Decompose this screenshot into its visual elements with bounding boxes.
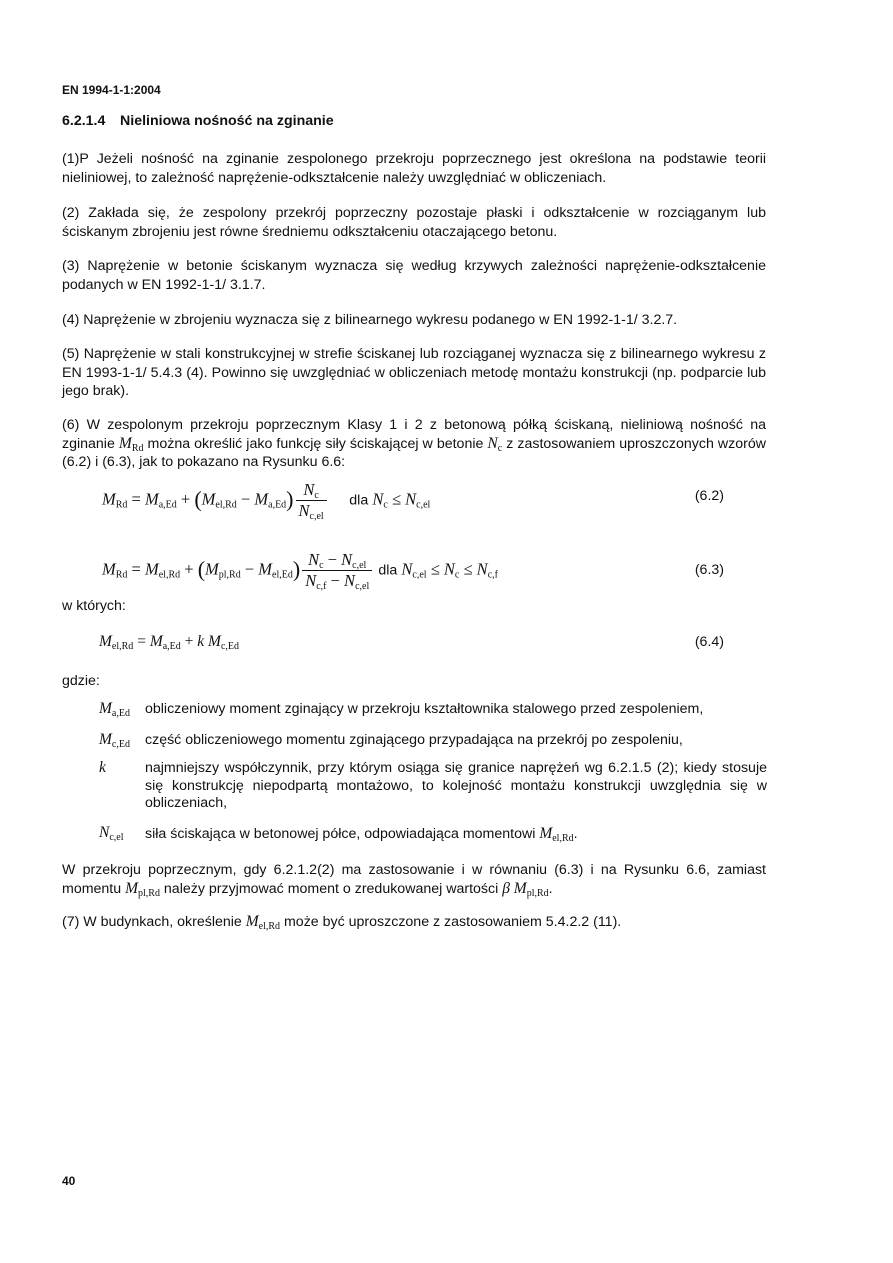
definition-symbol-m-a-ed: $M_{a,Ed}$ [99,700,130,719]
paragraph-2: (2) Zakłada się, że zespolony przekrój poprzeczny pozostaje płaski i odkształcenie w rozciąganym lub ściskanym zbrojeniu jest równe średniemu odkształceniu otaczającego betonu. [62,205,766,240]
definition-symbol-m-c-ed: $M_{c,Ed}$ [99,731,130,750]
symbol-beta-m-pl-rd: β $M_{pl,Rd}$ [502,879,549,899]
paragraph-6-text-a: (6) W zespolonym przekroju poprzecznym Klasy 1 i 2 z betonową półką ściskaną, nieliniową nośność na zginanie [62,417,766,452]
paragraph-6 [62,416,766,472]
equation-6-3: $M_{Rd} = M_{el,Rd} + (M_{pl,Rd} - M_{el,Ed})$ $\frac{N_c - N_{c,el}}{N_{c,f} - N_{c,el}}$ dla $N_{c,el} \le N_c \le N_{c,f}$ [102,550,498,592]
paragraph-7-text-a: (7) W budynkach, określenie [62,914,246,930]
equation-6-2: $M_{Rd} = M_{a,Ed} + (M_{el,Rd} - M_{a,Ed})$ $\frac{N_c}{N_{c,el}}$ dla $N_c \le N_{c,el}$ [102,480,431,522]
equation-6-4: $M_{el,Rd} = M_{a,Ed} + k$ $M_{c,Ed}$ [99,633,240,652]
paragraph-3: (3) Naprężenie w betonie ściskanym wyznacza się według krzywych zależności naprężenie-odkształcenie podanych w EN 1992-1-1/ 3.1.7. [62,258,766,293]
paragraph-7 [62,913,766,932]
section-title: Nieliniowa nośność na zginanie [120,113,334,129]
document-header: EN 1994-1-1:2004 [62,83,161,97]
symbol-m-pl-rd: $M_{pl,Rd}$ [125,879,160,899]
paragraph-reduced-text-b: należy przyjmować moment o zredukowanej wartości [159,880,503,897]
paragraph-reduced-moment: W przekroju poprzecznym, gdy 6.2.1.2(2) ma zastosowanie i w równaniu (6.3) i na Rysunku 6.6, zamiast momentu $M_{pl,Rd}$ należy przyjmować moment o zredukowanej wartości β $M_{pl,Rd}$. [62,862,766,899]
dla-label-2: dla [378,562,398,579]
paragraph-6-text-c: z zastosowaniem uproszczonych wzorów (6.2) i (6.3), jak to pokazano na Rysunku 6.6: [62,435,766,470]
paragraph-4: (4) Naprężenie w zbrojeniu wyznacza się z bilinearnego wykresu podanego w EN 1992-1-1/ 3.2.7. [62,312,678,328]
page-number: 40 [62,1174,76,1188]
w-ktorych-label: w których: [62,598,126,614]
symbol-m-el-rd: $M_{el,Rd}$ [245,913,281,932]
paragraph-7-text-b: może być uproszczone z zastosowaniem 5.4.2.2 (11). [280,914,622,930]
paragraph-5: (5) Naprężenie w stali konstrukcyjnej w strefie ściskanej lub rozciąganej wyznacza się z bilinearnego wykresu z EN 1993-1-1/ 5.4.3 (4). Powinno się uwzględniać w obliczeniach metodę montażu konstrukcji (np. podparcie lub jego brak). [62,346,766,399]
paragraph-1: (1)P Jeżeli nośność na zginanie zespolonego przekroju poprzecznego jest określona na podstawie teorii nieliniowej, to zależność naprężenie-odkształcenie należy uwzględniać w obliczeniach. [62,151,766,186]
definition-text-m-c-ed: część obliczeniowego momentu zginającego przypadająca na przekrój po zespoleniu, [145,732,683,748]
definition-symbol-k: k [99,759,106,776]
definition-text-m-a-ed: obliczeniowy moment zginający w przekroju kształtownika stalowego przed zespoleniem, [145,701,704,717]
paragraph-reduced-text-a: W przekroju poprzecznym, gdy 6.2.1.2(2) ma zastosowanie i w równaniu (6.3) i na Rysunku 6.6, zamiast momentu [62,862,766,897]
paragraph-6-text-b: można określić jako funkcję siły ściskającej w betonie [143,435,488,452]
equation-6-4-number: (6.4) [694,634,724,650]
symbol-m-rd: $M_{Rd}$ [118,434,144,454]
definition-text-k: najmniejszy współczynnik, przy którym osiąga się granice naprężeń wg 6.2.1.5 (2); kiedy stosuje się konstrukcję niepodpartą montażowo, to kolejność montażu konstrukcji uwzględnia się w obliczeniach, [145,760,767,811]
section-number: 6.2.1.4 [62,113,106,129]
equation-6-2-number: (6.2) [694,488,724,504]
equation-6-3-number: (6.3) [694,562,724,578]
gdzie-label: gdzie: [62,673,100,689]
dla-label: dla [349,492,369,509]
definition-symbol-n-c-el: $N_{c,el}$ [99,824,124,843]
definition-text-n-c-el: siła ściskająca w betonowej półce, odpowiadająca momentowi $M_{el,Rd}$. [145,825,578,844]
symbol-n-c: $N_c$ [487,434,503,454]
section-heading [62,113,334,129]
